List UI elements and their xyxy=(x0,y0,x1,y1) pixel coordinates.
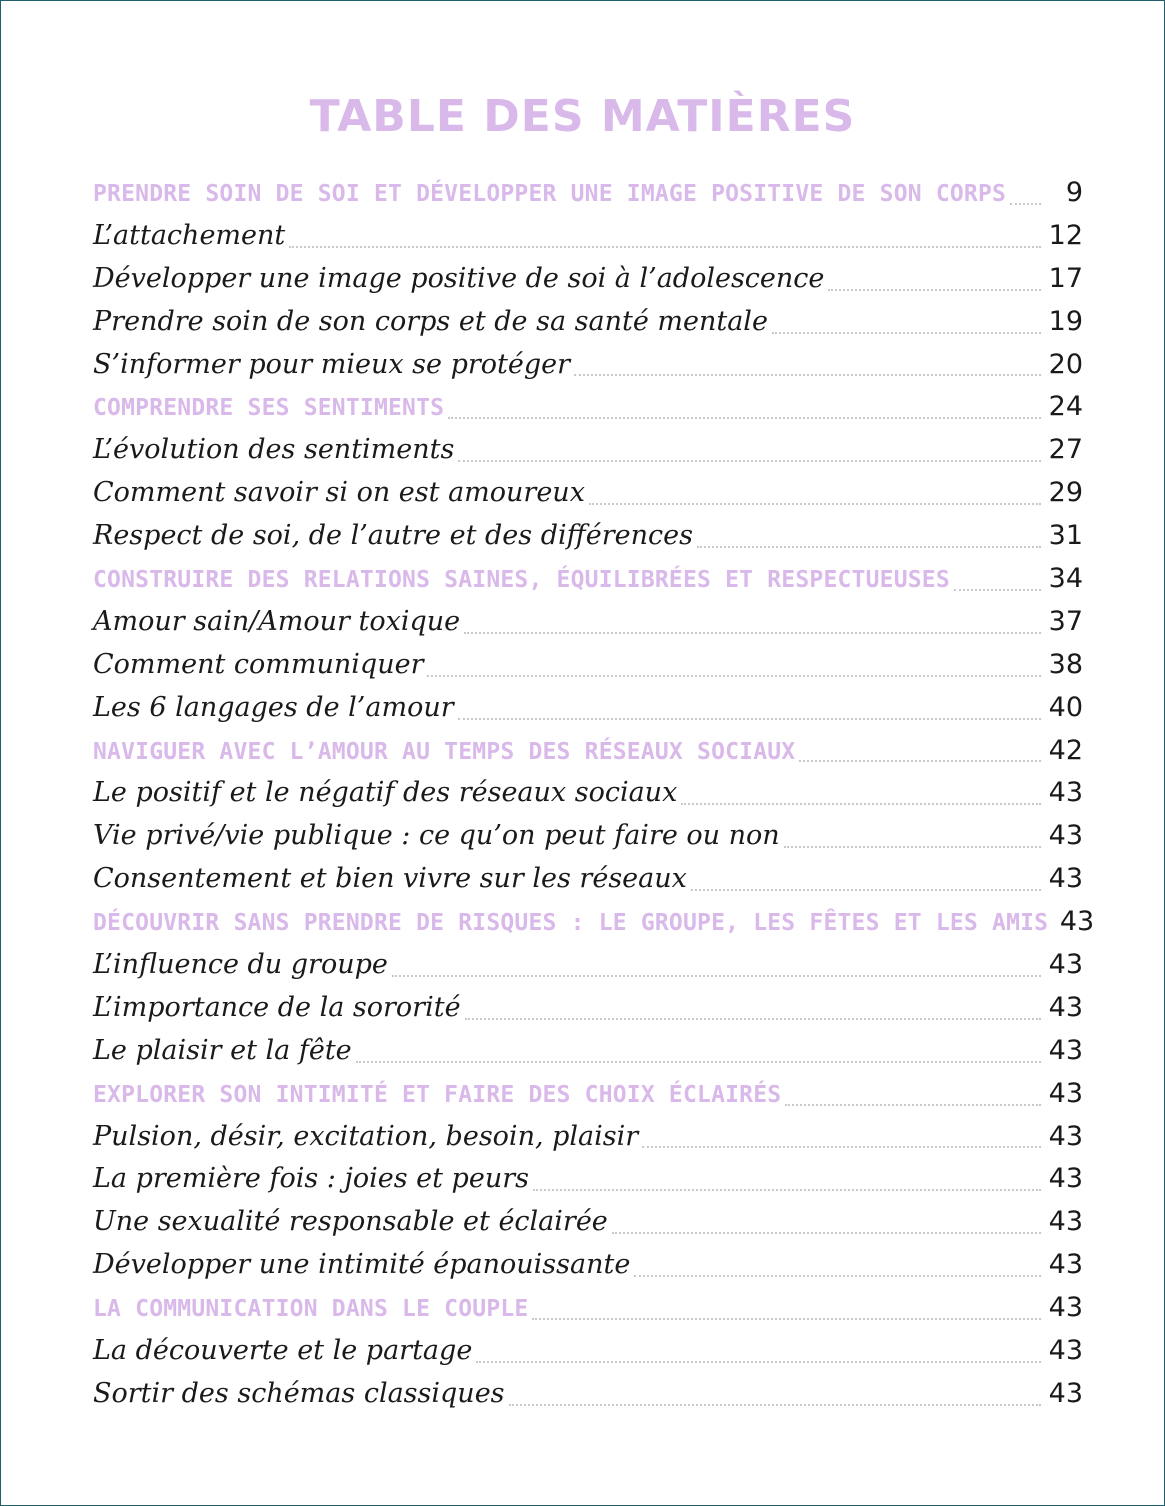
toc-item-label: Les 6 langages de l’amour xyxy=(93,691,454,723)
toc-item-label: Consentement et bien vivre sur les réseaux xyxy=(93,863,687,895)
toc-page-number: 43 xyxy=(1048,991,1083,1023)
toc-item-row xyxy=(93,1030,1083,1073)
toc-page-number: 37 xyxy=(1048,605,1083,637)
dot-leader xyxy=(289,246,1041,248)
dot-leader xyxy=(697,546,1041,548)
toc-page-number: 24 xyxy=(1048,391,1083,423)
toc-item-row xyxy=(93,515,1083,558)
dot-leader xyxy=(392,975,1041,977)
toc-item-label: Respect de soi, de l’autre et des différences xyxy=(93,520,693,552)
toc-item-label: L’influence du groupe xyxy=(93,949,388,981)
toc-item-label: Développer une intimité épanouissante xyxy=(93,1249,631,1281)
toc-page-number: 43 xyxy=(1048,1249,1083,1281)
dot-leader xyxy=(509,1404,1041,1406)
toc-section-label: COMPRENDRE SES SENTIMENTS xyxy=(93,395,445,422)
toc-section-label: LA COMMUNICATION DANS LE COUPLE xyxy=(93,1296,529,1323)
toc-item-row xyxy=(93,215,1083,258)
toc-item-row xyxy=(93,344,1083,387)
toc-item-row xyxy=(93,1201,1083,1244)
dot-leader xyxy=(634,1275,1041,1277)
dot-leader xyxy=(427,675,1041,677)
toc-item-label: Une sexualité responsable et éclairée xyxy=(93,1206,608,1238)
toc-item-row xyxy=(93,258,1083,301)
toc-item-label: Le plaisir et la fête xyxy=(93,1034,352,1066)
toc-item-row xyxy=(93,1158,1083,1201)
toc-item-row xyxy=(93,429,1083,472)
toc-section-label: DÉCOUVRIR SANS PRENDRE DE RISQUES : LE GROUPE, LES FÊTES ET LES AMIS xyxy=(93,910,1049,937)
toc-item-label: Amour sain/Amour toxique xyxy=(93,605,461,637)
dot-leader xyxy=(574,374,1041,376)
dot-leader xyxy=(533,1189,1041,1191)
dot-leader xyxy=(784,846,1041,848)
dot-leader xyxy=(532,1318,1041,1320)
toc-item-row xyxy=(93,815,1083,858)
toc-page-number: 27 xyxy=(1048,434,1083,466)
toc-item-row xyxy=(93,472,1083,515)
toc-item-row xyxy=(93,301,1083,344)
toc-item-row xyxy=(93,944,1083,987)
toc-item-row xyxy=(93,1373,1083,1416)
toc-page-number: 43 xyxy=(1048,820,1083,852)
toc-page-number: 9 xyxy=(1065,177,1083,208)
dot-leader xyxy=(642,1146,1041,1148)
toc-section-label: CONSTRUIRE DES RELATIONS SAINES, ÉQUILIBRÉES ET RESPECTUEUSES xyxy=(93,567,950,594)
dot-leader xyxy=(464,632,1041,634)
toc-item-row xyxy=(93,601,1083,644)
dot-leader xyxy=(799,760,1041,762)
toc-item-label: La découverte et le partage xyxy=(93,1335,473,1367)
toc-page-number: 43 xyxy=(1048,1377,1083,1409)
toc-page-number: 43 xyxy=(1048,1034,1083,1066)
dot-leader xyxy=(612,1232,1041,1234)
toc-item-row xyxy=(93,772,1083,815)
toc-section-row xyxy=(93,386,1083,429)
toc-item-label: Vie privé/vie publique : ce qu’on peut faire ou non xyxy=(93,820,780,852)
toc-page-number: 12 xyxy=(1048,219,1083,251)
dot-leader xyxy=(691,889,1041,891)
toc-item-row xyxy=(93,687,1083,730)
toc-page-number: 43 xyxy=(1048,1163,1083,1195)
toc-page-number: 43 xyxy=(1048,1335,1083,1367)
toc-item-label: Prendre soin de son corps et de sa santé mentale xyxy=(93,305,768,337)
toc-item-label: S’informer pour mieux se protéger xyxy=(93,348,571,380)
toc-page-number: 19 xyxy=(1048,305,1083,337)
toc-item-row xyxy=(93,644,1083,687)
toc-section-row xyxy=(93,172,1083,215)
page-title: TABLE DES MATIÈRES xyxy=(309,91,856,142)
toc-page-number: 43 xyxy=(1048,1077,1083,1109)
toc-page-number: 43 xyxy=(1048,1292,1083,1324)
toc-page-number: 43 xyxy=(1048,1206,1083,1238)
toc-section-row xyxy=(93,558,1083,601)
toc-section-label: EXPLORER SON INTIMITÉ ET FAIRE DES CHOIX ÉCLAIRÉS xyxy=(93,1081,782,1108)
dot-leader xyxy=(458,460,1041,462)
toc-section-row xyxy=(93,730,1083,773)
dot-leader xyxy=(589,503,1041,505)
toc-item-label: L’évolution des sentiments xyxy=(93,434,455,466)
dot-leader xyxy=(681,803,1041,805)
dot-leader xyxy=(1010,203,1041,205)
toc-item-label: Sortir des schémas classiques xyxy=(93,1377,505,1409)
table-of-contents xyxy=(93,172,1095,1416)
toc-section-label: PRENDRE SOIN DE SOI ET DÉVELOPPER UNE IMAGE POSITIVE DE SON CORPS xyxy=(93,181,1007,207)
toc-page-number: 43 xyxy=(1048,777,1083,809)
toc-page-number: 43 xyxy=(1059,906,1095,938)
toc-item-row xyxy=(93,987,1083,1030)
dot-leader xyxy=(448,417,1041,419)
toc-page-number: 42 xyxy=(1048,734,1083,766)
toc-section-row xyxy=(93,901,1095,944)
dot-leader xyxy=(785,1104,1041,1106)
toc-item-label: L’attachement xyxy=(93,219,286,251)
toc-page-number: 34 xyxy=(1048,563,1083,595)
toc-section-row xyxy=(93,1073,1083,1116)
toc-page-number: 20 xyxy=(1048,348,1083,380)
toc-item-row xyxy=(93,1116,1083,1159)
toc-page-number: 43 xyxy=(1048,949,1083,981)
toc-page-number: 31 xyxy=(1048,520,1083,552)
toc-item-row xyxy=(93,858,1083,901)
toc-item-label: La première fois : joies et peurs xyxy=(93,1163,529,1195)
toc-item-label: Comment communiquer xyxy=(93,648,424,680)
dot-leader xyxy=(356,1061,1041,1063)
toc-item-label: Le positif et le négatif des réseaux sociaux xyxy=(93,777,678,809)
toc-page-number: 17 xyxy=(1048,262,1083,294)
toc-page-number: 38 xyxy=(1048,648,1083,680)
dot-leader xyxy=(772,332,1041,334)
toc-page-number: 43 xyxy=(1048,863,1083,895)
toc-page-number: 43 xyxy=(1048,1120,1083,1152)
toc-item-row xyxy=(93,1330,1083,1373)
dot-leader xyxy=(476,1361,1041,1363)
toc-section-label: NAVIGUER AVEC L’AMOUR AU TEMPS DES RÉSEAUX SOCIAUX xyxy=(93,738,796,765)
toc-item-label: Comment savoir si on est amoureux xyxy=(93,477,585,509)
toc-section-row xyxy=(93,1287,1083,1330)
dot-leader xyxy=(458,718,1041,720)
toc-item-row xyxy=(93,1244,1083,1287)
toc-page-number: 40 xyxy=(1048,691,1083,723)
toc-item-label: Pulsion, désir, excitation, besoin, plaisir xyxy=(93,1120,639,1152)
dot-leader xyxy=(465,1018,1041,1020)
toc-item-label: L’importance de la sororité xyxy=(93,991,461,1023)
toc-item-label: Développer une image positive de soi à l’adolescence xyxy=(93,262,825,294)
dot-leader xyxy=(954,589,1041,591)
dot-leader xyxy=(828,289,1041,291)
toc-page-number: 29 xyxy=(1048,477,1083,509)
